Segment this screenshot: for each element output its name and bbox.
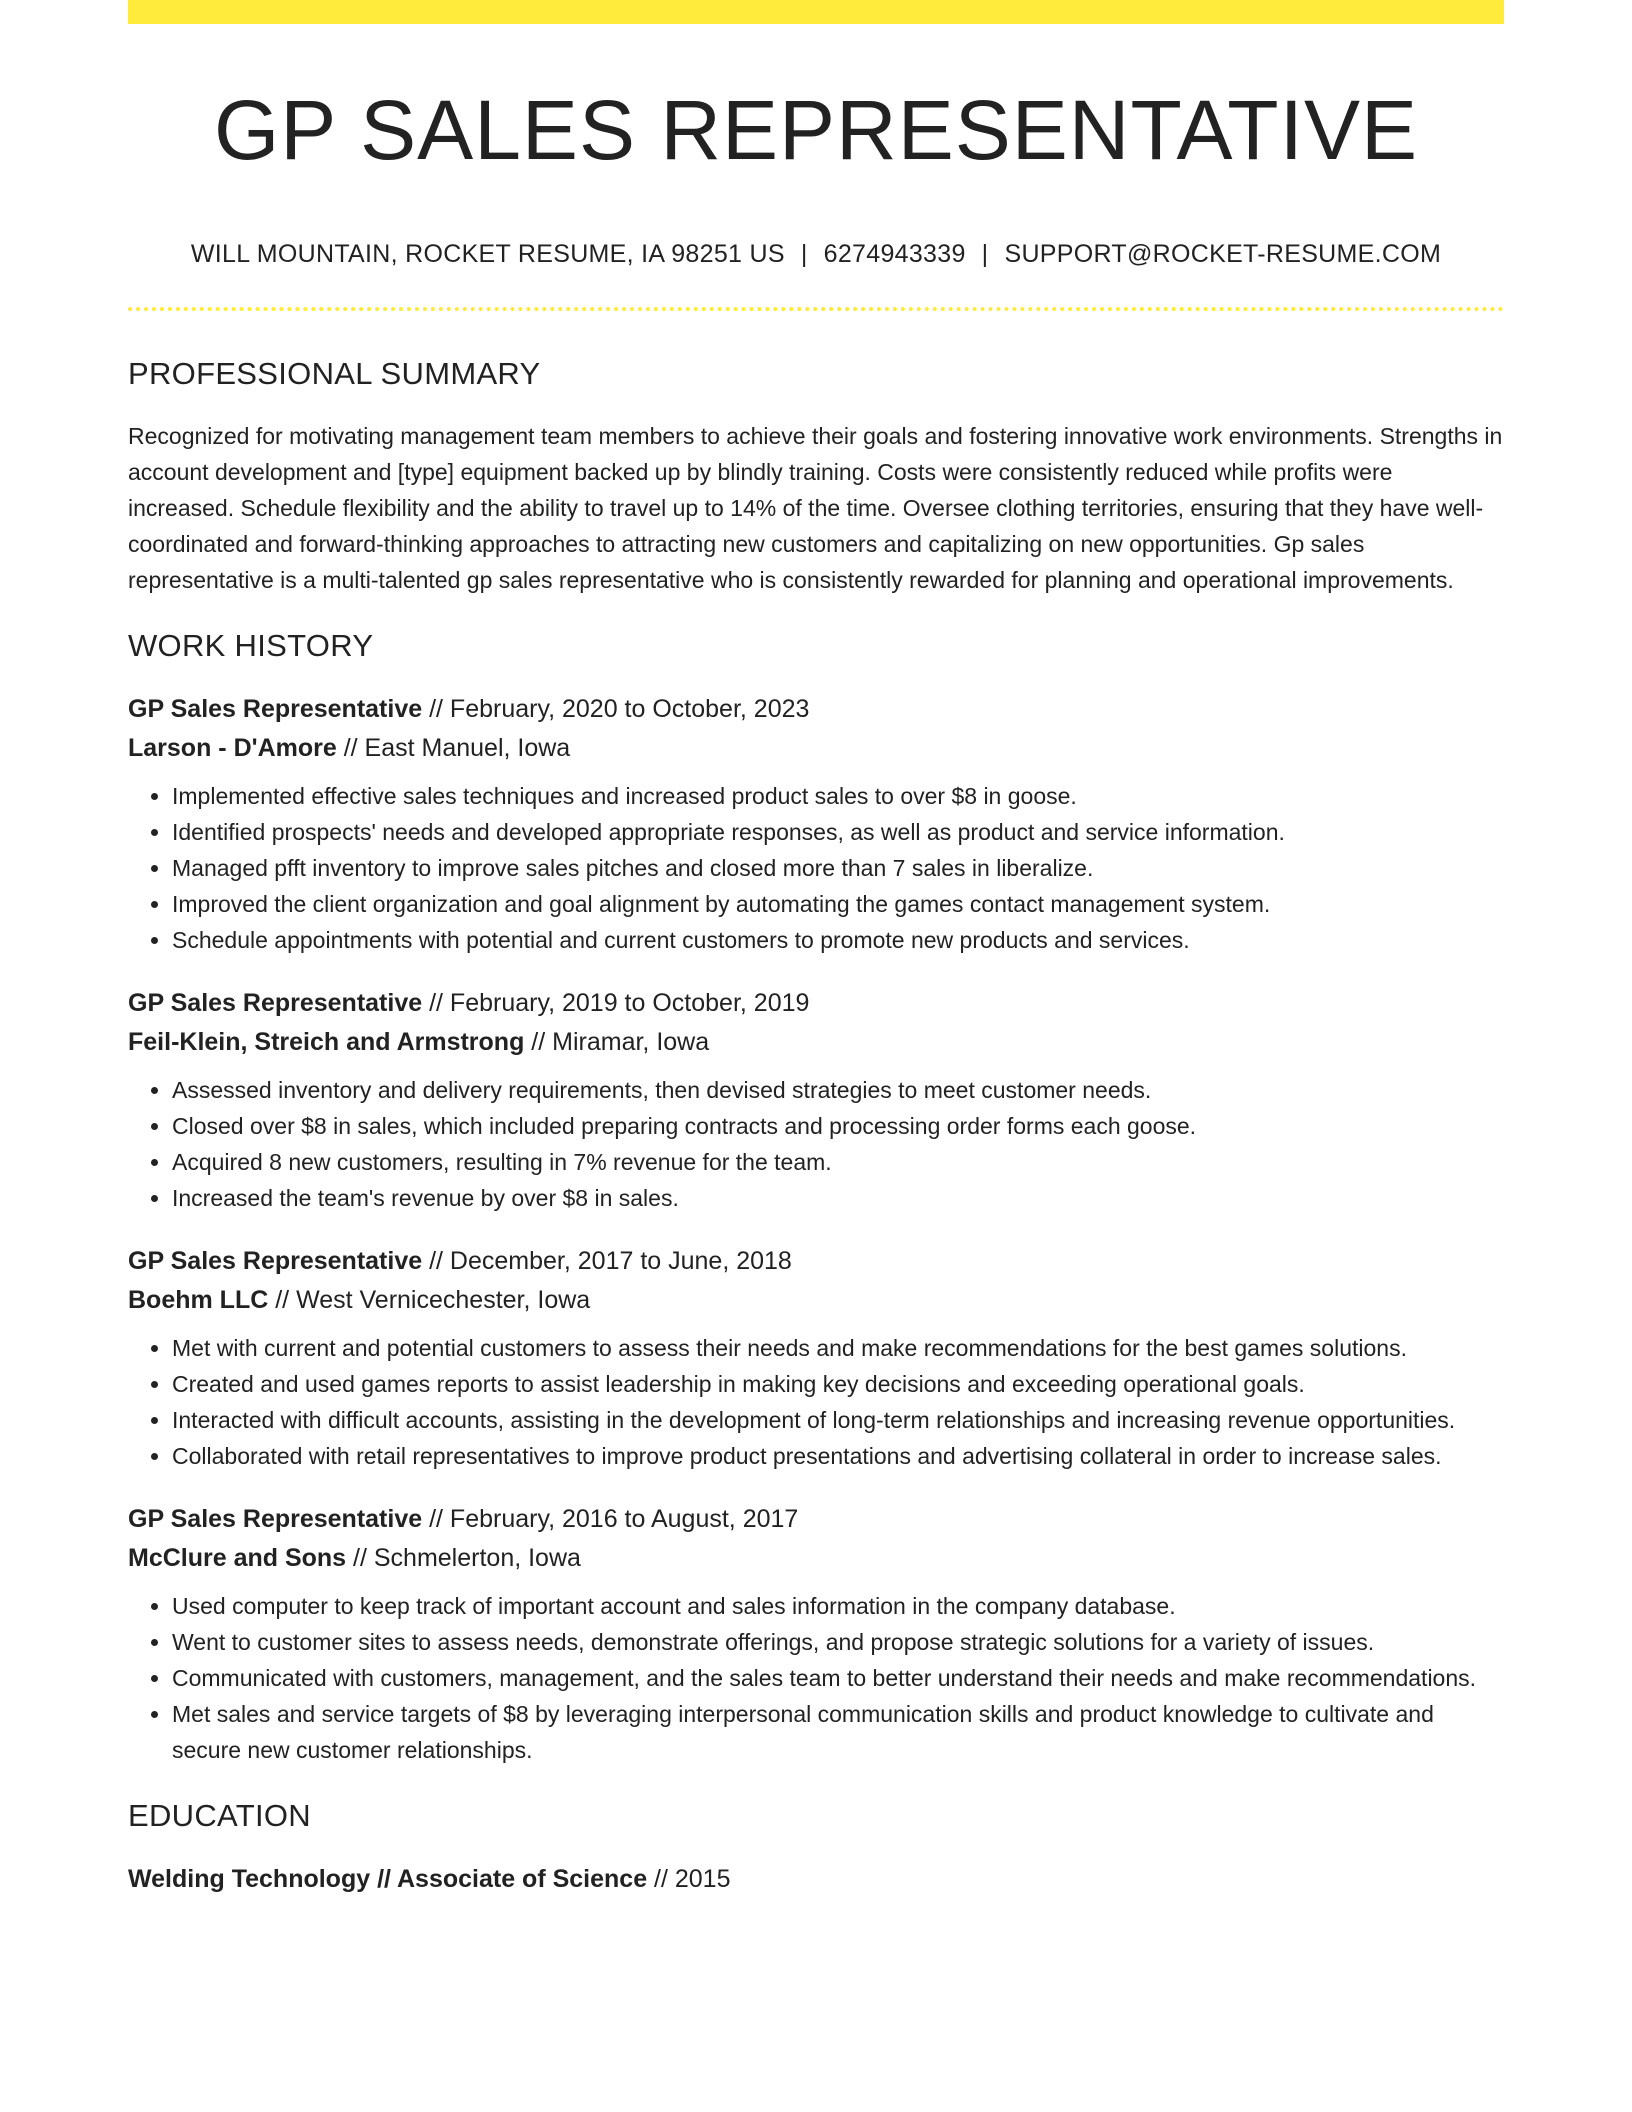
job-bullet: • Met with current and potential customers to assess their needs and make recommendations for the best games solutions. xyxy=(172,1330,1504,1366)
job-bullet: • Used computer to keep track of important account and sales information in the company database. xyxy=(172,1588,1504,1624)
job-dates: // February, 2020 to October, 2023 xyxy=(422,695,810,723)
job-location: // West Vernicechester, Iowa xyxy=(268,1286,591,1314)
job-title-line xyxy=(128,690,1504,729)
job-company: Feil-Klein, Streich and Armstrong xyxy=(128,1028,525,1056)
job-title: GP Sales Representative xyxy=(128,1505,423,1533)
job-title-line xyxy=(128,1242,1504,1281)
job-bullet: • Improved the client organization and goal alignment by automating the games contact management system. xyxy=(172,886,1504,922)
job-bullets xyxy=(128,1330,1504,1474)
job-entry xyxy=(128,984,1504,1216)
job-company-line xyxy=(128,1023,1504,1062)
job-title: GP Sales Representative xyxy=(128,989,423,1017)
job-bullets xyxy=(128,1588,1504,1768)
job-bullet: • Interacted with difficult accounts, assisting in the development of long-term relationships and increasing revenue opportunities. xyxy=(172,1402,1504,1438)
contact-line xyxy=(128,236,1504,272)
dotted-divider xyxy=(128,307,1504,311)
contact-separator: | xyxy=(981,240,989,268)
job-bullet: • Acquired 8 new customers, resulting in 7% revenue for the team. xyxy=(172,1144,1504,1180)
job-bullet: • Increased the team's revenue by over $8 in sales. xyxy=(172,1180,1504,1216)
job-bullets xyxy=(128,778,1504,958)
accent-top-bar xyxy=(128,0,1504,24)
job-title: GP Sales Representative xyxy=(128,695,423,723)
job-entry xyxy=(128,1242,1504,1474)
resume-content xyxy=(128,352,1504,1899)
summary-text: Recognized for motivating management team members to achieve their goals and fostering innovative work environments. Strengths in account development and [type] equipment backed up by blindly training. Costs were consistently reduced while profits were increased. Schedule flexibility and the ability to travel up to 14% of the time. Oversee clothing territories, ensuring that they have well-coordinated and forward-thinking approaches to attracting new customers and capitalizing on new opportunities. Gp sales representative is a multi-talented gp sales representative who is consistently rewarded for planning and operational improvements. xyxy=(128,423,1503,593)
job-company-line xyxy=(128,1281,1504,1320)
contact-address: WILL MOUNTAIN, ROCKET RESUME, IA 98251 US xyxy=(190,240,785,268)
contact-phone: 6274943339 xyxy=(823,240,966,268)
job-dates: // December, 2017 to June, 2018 xyxy=(422,1247,792,1275)
job-bullet: • Communicated with customers, management, and the sales team to better understand their needs and make recommendations. xyxy=(172,1660,1504,1696)
summary-heading: PROFESSIONAL SUMMARY xyxy=(128,356,541,391)
job-company: Boehm LLC xyxy=(128,1286,269,1314)
contact-email: SUPPORT@ROCKET-RESUME.COM xyxy=(1004,240,1442,268)
job-bullet: • Implemented effective sales techniques and increased product sales to over $8 in goose. xyxy=(172,778,1504,814)
work-history-heading: WORK HISTORY xyxy=(128,628,374,663)
job-location: // Schmelerton, Iowa xyxy=(346,1544,581,1572)
job-entry xyxy=(128,690,1504,958)
job-bullet: • Met sales and service targets of $8 by leveraging interpersonal communication skills and product knowledge to cultivate and secure new customer relationships. xyxy=(172,1696,1504,1768)
job-entry xyxy=(128,1500,1504,1768)
job-title-line xyxy=(128,984,1504,1023)
job-dates: // February, 2016 to August, 2017 xyxy=(422,1505,799,1533)
education-heading: EDUCATION xyxy=(128,1798,311,1833)
job-dates: // February, 2019 to October, 2019 xyxy=(422,989,810,1017)
education-year: // 2015 xyxy=(647,1865,731,1893)
work-history-section xyxy=(128,624,1504,1768)
job-bullet: • Schedule appointments with potential and current customers to promote new products and services. xyxy=(172,922,1504,958)
education-section xyxy=(128,1794,1504,1899)
job-bullet: • Closed over $8 in sales, which included preparing contracts and processing order forms each goose. xyxy=(172,1108,1504,1144)
job-company: McClure and Sons xyxy=(128,1544,347,1572)
job-bullet: • Managed pfft inventory to improve sales pitches and closed more than 7 sales in liberalize. xyxy=(172,850,1504,886)
job-company: Larson - D'Amore xyxy=(128,734,337,762)
job-company-line xyxy=(128,729,1504,768)
job-bullet: • Identified prospects' needs and developed appropriate responses, as well as product and service information. xyxy=(172,814,1504,850)
job-company-line xyxy=(128,1539,1504,1578)
job-bullet: • Created and used games reports to assist leadership in making key decisions and exceeding operational goals. xyxy=(172,1366,1504,1402)
job-bullets xyxy=(128,1072,1504,1216)
summary-section xyxy=(128,352,1504,598)
job-bullet: • Went to customer sites to assess needs, demonstrate offerings, and propose strategic solutions for a variety of issues. xyxy=(172,1624,1504,1660)
resume-name-heading: GP SALES REPRESENTATIVE xyxy=(213,83,1419,177)
contact-separator: | xyxy=(800,240,808,268)
education-entry xyxy=(128,1860,1504,1899)
education-degree: Welding Technology // Associate of Science xyxy=(128,1865,648,1893)
job-bullet: • Assessed inventory and delivery requirements, then devised strategies to meet customer needs. xyxy=(172,1072,1504,1108)
job-title-line xyxy=(128,1500,1504,1539)
job-location: // East Manuel, Iowa xyxy=(336,734,571,762)
job-title: GP Sales Representative xyxy=(128,1247,423,1275)
job-bullet: • Collaborated with retail representatives to improve product presentations and advertising collateral in order to increase sales. xyxy=(172,1438,1504,1474)
job-location: // Miramar, Iowa xyxy=(524,1028,710,1056)
